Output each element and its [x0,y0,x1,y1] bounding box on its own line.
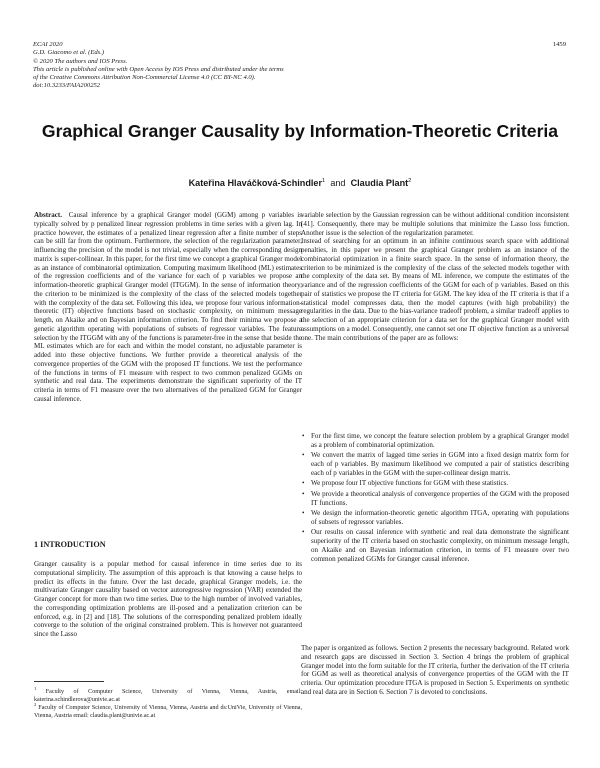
author-name: Claudia Plant [350,178,409,189]
footnote-mark: 1 [34,686,37,691]
bullet-icon: • [302,432,305,440]
footnote [34,701,302,720]
list-item: • We provide a theoretical analysis of convergence properties of the GGM with the proposed IT functions. [302,489,569,507]
list-item: • For the first time, we concept the feature selection problem by a graphical Granger model as a problem of combinatorial optimization. [302,432,569,449]
section-heading: 1 INTRODUCTION [34,540,106,549]
list-item: • Our results on causal inference with synthetic and real data demonstrate the significant superiority of the IT criteria based on stochastic complexity, on minimum message length, on Akaike and on Bayesian information criterion, in terms of F1 measure over two common penalized GGMs for Granger causal inference. [302,528,569,563]
footnote-text: Faculty of Computer Science, University of Vienna, Vienna, Austria, email: katerina.schindlerova@univie.ac.at [34,689,302,703]
bullet-icon: • [302,479,305,488]
paper-title: Graphical Granger Causality by Information-Theoretic Criteria [41,121,559,141]
footnote-mark[interactable]: 1 [322,178,326,184]
footnote-divider [34,681,104,682]
list-item: • We convert the matrix of lagged time series in GGM into a fixed design matrix form for each of p variables. By maximum likelihood we computed a pair of statistics describing each of p variables in the GGM with the super-collinear design matrix. [302,451,569,477]
bullet-icon: • [302,528,305,537]
introduction-text: Granger causality is a popular method for causal inference in time series due to its computational simplicity. The assumption of this approach is that knowing a cause helps to predict its effects in the future. Over the last decade, graphical Granger models, i.e. the multivariate Granger causality based on vector autoregressive regression (VAR) extended the Granger concept for more than two time series. Due to the high number of involved variables, the corresponding optimization problems are ill-posed and a penalization criterion can be enforced, e.g. in [2] and [18]. The solutions of the corresponding penalized problem ideally converge to the solution of the original constrained problem. This is however not guaranteed since the Lasso [34,560,302,638]
author-name: Kateřina Hlaváčková-Schindler [188,178,323,189]
header-line: G.D. Giacomo et al. (Eds.) [33,49,105,57]
closing-paragraph: The paper is organized as follows. Section 2 presents the necessary background. Related work and research gaps are discussed in Section 3. Section 4 brings the problem of graphical Granger model into the form suitable for the IT criteria, further the derivation of the IT criteria for GGM as well as theoretical analysis of convergence properties of the GGM with the IT criteria. Our optimization procedure ITGA is proposed in Section 5. Experiments on synthetic and real data are in Section 6. Section 7 is devoted to conclusions. [301,644,569,696]
header-line: ECAI 2020 [33,41,63,48]
header-line: of the Creative Commons Attribution Non-Commercial License 4.0 (CC BY-NC 4.0). [33,74,256,82]
contributions-list [301,432,569,565]
bullet-icon: • [302,509,305,518]
header-line: doi:10.3233/FAIA200252 [33,82,101,90]
page-number: 1459 [552,41,566,48]
bullet-icon: • [302,451,305,460]
footnote-text: Faculty of Computer Science, University of Vienna, Vienna, Austria and ds:UniVie, University of Vienna, Vienna, Austria email: claudia.plant@univie.ac.at [34,705,302,719]
footnote-mark[interactable]: 2 [408,178,412,184]
list-item: • We design the information-theoretic genetic algorithm ITGA, operating with populations of subsets of regressor variables. [302,509,569,526]
abstract-text: Causal inference by a graphical Granger model (GGM) among p variables is typically solved by p penalized linear regression problems in time series with a given lag. In practice however, the estimates of a penalized linear regression after a finite number of steps can be still far from the optimum. Furthermore, the selection of the regularization parameter, influencing the precision of the model is not trivial, especially when the corresponding design matrix is super-collinear. In this paper, for the first time we concept a graphical Granger model as an instance of combinatorial optimization. Computing maximum likelihood (ML) estimates of the regression coefficients and of the variance for each of p variables we propose an information-theoretic graphical Granger model (ITGGM). In the sense of information theory, the criterion to be minimized is the complexity of the class of the selected models together with the complexity of the data set. Following this idea, we propose four various information-theoretic (IT) objective functions based on stochastic complexity, on minimum message length, on Akaike and on Bayesian information criterion. To find their minima we propose a genetic algorithm operating with populations of subsets of regressor variables. The feature selection by the ITGGM with any of the functions is parameter-free in the sense that beside the ML estimates which are for each and within the model constant, no adjustable parameter is added into these objective functions. We further provide a theoretical analysis of the convergence properties of the GGM with the proposed IT functions. We test the performance of the functions in terms of F1 measure with respect to two common penalized GGMs on synthetic and real data. The experiments demonstrate the significant superiority of the IT criteria in terms of F1 measure over the two alternatives of the penalized GGM for Granger causal inference. [34,211,302,403]
paragraph: variable selection by the Gaussian regression can be without additional condition inconsistent [41]. Consequently, there may be multiple solutions that minimize the Lasso loss function. Another issue is the selection of the regularization parameter. [301,211,569,237]
header-line: This article is published online with Open Access by IOS Press and distributed under the terms [33,65,284,73]
header-line: © 2020 The authors and IOS Press. [33,57,128,65]
bullet-icon: • [302,489,305,498]
footnote-mark: 2 [34,702,37,707]
author-line [20,178,580,188]
abstract-label: Abstract. [34,211,62,219]
running-header [33,41,553,91]
paragraph: Instead of searching for an optimum in an infinite continuous search space with additional penalties, in this paper we present the graphical Granger problem as an instance of the combinatorial optimization in a finite search space. In the sense of information theory, the criterion to be minimized is the complexity of the class of the selected models together with the complexity of the data set. By means of ML inference, we compute the estimates of the variance and of the regression coefficients of the GGM for each of p variables. Based on this pair of statistics we propose the IT criteria for GGM. The key idea of the IT criteria is that if a statistical model compresses data, then the model captures (with high probability) the regularities in the data. Due to the bias-variance tradeoff problem, a similar tradeoff applies to the selection of an appropriate criterion for a data set for the graphical Granger model with assumptions on a model. Consequently, one cannot set one IT objective function as a universal one. The main contributions of the paper are as follows: [301,237,569,342]
author-conjunction: and [330,178,346,189]
abstract-block [34,211,302,404]
list-item: • We propose four IT objective functions for GGM with these statistics. [302,479,509,488]
right-column-text [301,211,569,342]
